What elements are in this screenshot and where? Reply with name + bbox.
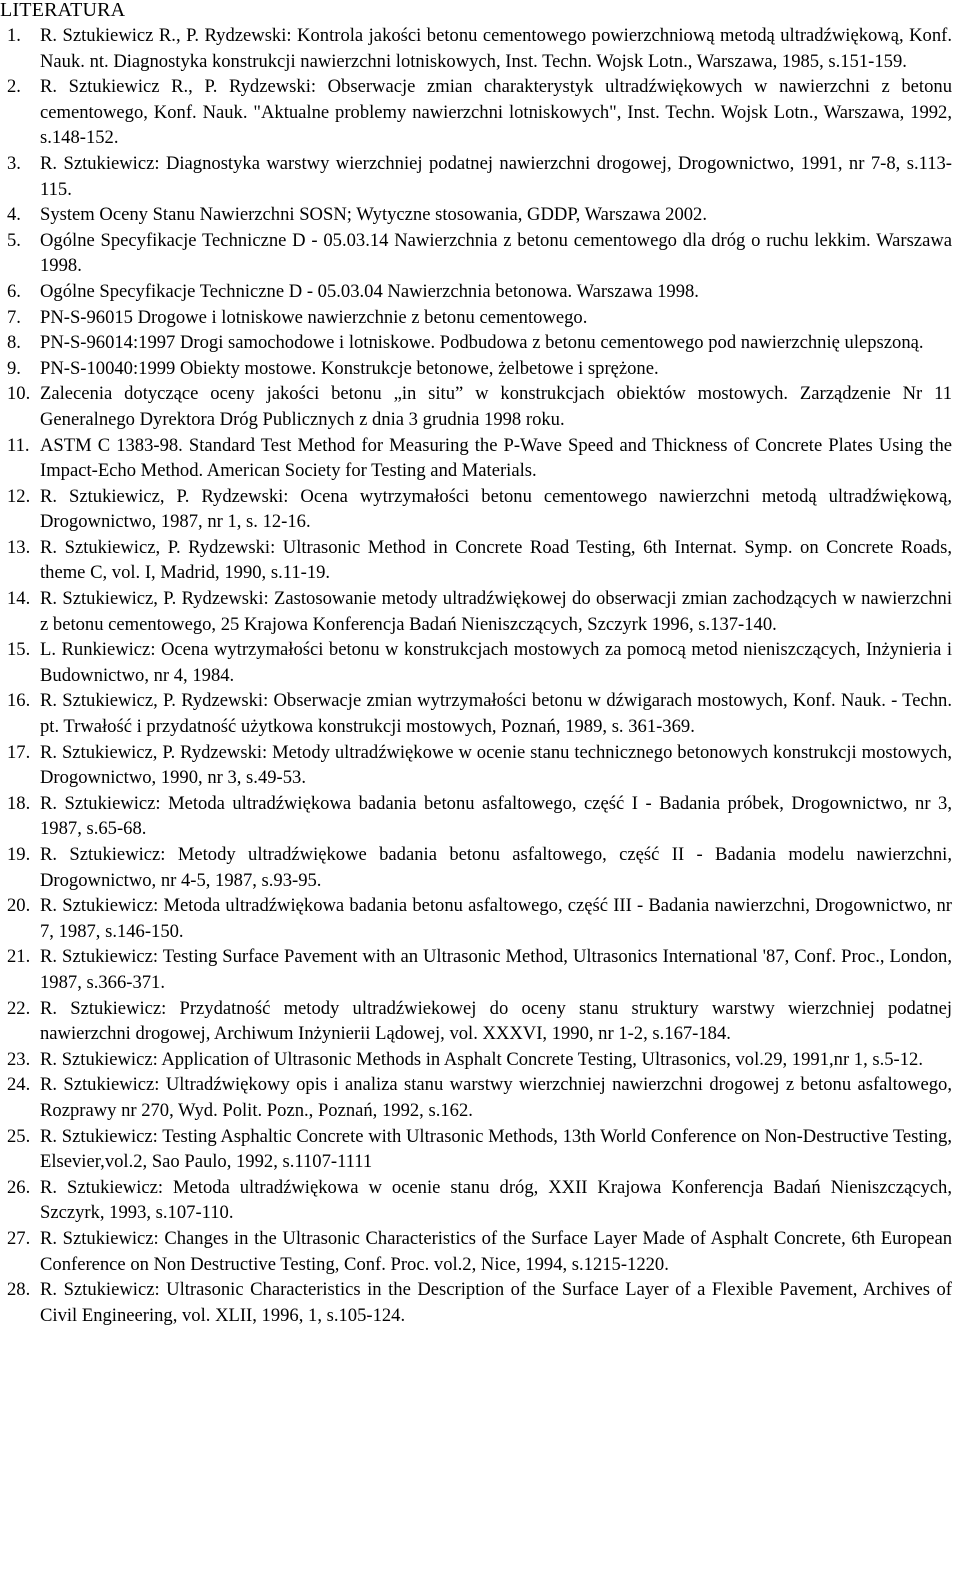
reference-item (0, 484, 952, 535)
reference-number: 5. (7, 229, 21, 251)
reference-number: 11. (7, 434, 30, 456)
reference-text: R. Sztukiewicz, P. Rydzewski: Ocena wytrzymałości betonu cementowego nawierzchni metodą ultradźwiękową, Drogownictwo, 1987, nr 1, s. 12-16. (40, 485, 952, 533)
reference-number: 19. (7, 844, 31, 865)
reference-text: R. Sztukiewicz: Metoda ultradźwiękowa w ocenie stanu dróg, XXII Krajowa Konferencja Badań Nieniszczących, Szczyrk, 1993, s.107-110. (40, 1176, 952, 1224)
reference-text: R. Sztukiewicz: Testing Surface Pavement with an Ultrasonic Method, Ultrasonics International '87, Conf. Proc., London, 1987, s.366-371. (40, 946, 952, 993)
reference-number: 24. (7, 1074, 31, 1096)
reference-item (0, 305, 952, 331)
reference-text: R. Sztukiewicz: Ultrasonic Characteristics in the Description of the Surface Layer of a Flexible Pavement, Archives of Civil Engineering, vol. XLII, 1996, 1, s.105-124. (40, 1279, 952, 1326)
section-heading: LITERATURA (0, 0, 126, 21)
reference-item (0, 381, 952, 432)
reference-item (0, 1072, 952, 1123)
reference-item (0, 151, 952, 202)
reference-number: 15. (7, 639, 31, 661)
reference-number: 14. (7, 588, 31, 610)
reference-item (0, 23, 952, 74)
reference-item (0, 1175, 952, 1226)
reference-item (0, 202, 952, 228)
reference-text: R. Sztukiewicz: Ultradźwiękowy opis i analiza stanu warstwy wierzchniej nawierzchni drogowej z betonu asfaltowego, Rozprawy nr 270, Wyd. Polit. Pozn., Poznań, 1992, s.162. (40, 1074, 952, 1121)
reference-text: System Oceny Stanu Nawierzchni SOSN; Wytyczne stosowania, GDDP, Warszawa 2002. (40, 204, 707, 226)
reference-item (0, 330, 952, 356)
reference-item (0, 433, 952, 484)
reference-number: 6. (7, 280, 21, 302)
reference-text: ASTM C 1383-98. Standard Test Method for Measuring the P-Wave Speed and Thickness of Concrete Plates Using the Impact-Echo Method. American Society for Testing and Materials. (40, 434, 952, 482)
reference-text: R. Sztukiewicz R., P. Rydzewski: Kontrola jakości betonu cementowego powierzchniową metodą ultradźwiękową, Konf. Nauk. nt. Diagnostyka konstrukcji nawierzchni lotniskowych, Inst. Techn. Wojsk Lotn., Warszawa, 1985, s.151-159. (40, 25, 952, 72)
reference-number: 1. (7, 25, 21, 46)
reference-number: 8. (7, 332, 21, 354)
reference-number: 12. (7, 485, 31, 507)
reference-number: 9. (7, 357, 21, 379)
reference-number: 28. (7, 1279, 31, 1301)
reference-item (0, 637, 952, 688)
reference-item (0, 535, 952, 586)
reference-item (0, 944, 952, 995)
reference-text: R. Sztukiewicz R., P. Rydzewski: Obserwacje zmian charakterystyk ultradźwiękowych w nawierzchni z betonu cementowego, Konf. Nauk. "Aktualne problemy nawierzchni lotniskowych", Inst. Techn. Wojsk Lotn., Warszawa, 1992, s.148-152. (40, 76, 952, 149)
reference-text: R. Sztukiewicz, P. Rydzewski: Zastosowanie metody ultradźwiękowej do obserwacji zmian zachodzących w nawierzchni z betonu cementowego, 25 Krajowa Konferencja Badań Nieniszczących, Szczyrk 1996, s.137-140. (40, 588, 952, 635)
reference-item (0, 279, 952, 305)
reference-text: Ogólne Specyfikacje Techniczne D - 05.03.04 Nawierzchnia betonowa. Warszawa 1998. (40, 280, 699, 302)
reference-text: R. Sztukiewicz: Diagnostyka warstwy wierzchniej podatnej nawierzchni drogowej, Drogownictwo, 1991, nr 7-8, s.113-115. (40, 152, 952, 200)
reference-list (0, 23, 952, 1328)
reference-item (0, 688, 952, 739)
reference-text: R. Sztukiewicz, P. Rydzewski: Obserwacje zmian wytrzymałości betonu w dźwigarach mostowych, Konf. Nauk. - Techn. pt. Trwałość i przydatność użytkowa konstrukcji mostowych, Poznań, 1989, s. 361-369. (40, 690, 952, 738)
reference-item (0, 74, 952, 151)
reference-text: R. Sztukiewicz: Metoda ultradźwiękowa badania betonu asfaltowego, część I - Badania próbek, Drogownictwo, nr 3, 1987, s.65-68. (40, 792, 952, 840)
reference-item (0, 356, 952, 382)
reference-number: 17. (7, 741, 31, 763)
reference-number: 18. (7, 792, 31, 814)
reference-text: Zalecenia dotyczące oceny jakości betonu „in situ” w konstrukcjach obiektów mostowych. Zarządzenie Nr 11 Generalnego Dyrektora Dróg Publicznych z dnia 3 grudnia 1998 roku. (40, 383, 952, 430)
reference-number: 3. (7, 152, 21, 174)
reference-number: 21. (7, 946, 31, 968)
reference-number: 10. (7, 383, 31, 405)
reference-item (0, 1277, 952, 1328)
reference-text: Ogólne Specyfikacje Techniczne D - 05.03.14 Nawierzchnia z betonu cementowego dla dróg o ruchu lekkim. Warszawa 1998. (40, 229, 952, 277)
reference-text: R. Sztukiewicz: Changes in the Ultrasonic Characteristics of the Surface Layer Made of Asphalt Concrete, 6th European Conference on Non Destructive Testing, Conf. Proc. vol.2, Nice, 1994, s.1215-1220. (40, 1227, 952, 1275)
reference-number: 25. (7, 1125, 31, 1147)
reference-item (0, 1124, 952, 1175)
reference-number: 26. (7, 1176, 31, 1198)
reference-number: 27. (7, 1227, 31, 1249)
reference-text: R. Sztukiewicz: Application of Ultrasonic Methods in Asphalt Concrete Testing, Ultrasonics, vol.29, 1991,nr 1, s.5-12. (40, 1048, 923, 1070)
reference-number: 7. (7, 306, 21, 328)
reference-text: PN-S-96015 Drogowe i lotniskowe nawierzchnie z betonu cementowego. (40, 306, 588, 328)
reference-number: 16. (7, 690, 31, 712)
reference-text: R. Sztukiewicz: Metody ultradźwiękowe badania betonu asfaltowego, część II - Badania modelu nawierzchni, Drogownictwo, nr 4-5, 1987, s.93-95. (40, 844, 952, 891)
reference-item (0, 791, 952, 842)
reference-number: 20. (7, 895, 31, 917)
reference-number: 13. (7, 536, 31, 558)
reference-text: R. Sztukiewicz: Testing Asphaltic Concrete with Ultrasonic Methods, 13th World Conference on Non-Destructive Testing, Elsevier,vol.2, Sao Paulo, 1992, s.1107-1111 (40, 1125, 952, 1173)
reference-item (0, 996, 952, 1047)
reference-text: PN-S-10040:1999 Obiekty mostowe. Konstrukcje betonowe, żelbetowe i sprężone. (40, 357, 659, 379)
reference-text: L. Runkiewicz: Ocena wytrzymałości betonu w konstrukcjach mostowych za pomocą metod nieniszczących, Inżynieria i Budownictwo, nr 4, 1984. (40, 639, 952, 686)
reference-item (0, 228, 952, 279)
reference-number: 22. (7, 997, 31, 1019)
reference-number: 4. (7, 204, 21, 226)
reference-item (0, 740, 952, 791)
reference-text: R. Sztukiewicz, P. Rydzewski: Ultrasonic Method in Concrete Road Testing, 6th Internat. Symp. on Concrete Roads, theme C, vol. I, Madrid, 1990, s.11-19. (40, 536, 952, 584)
reference-item (0, 1226, 952, 1277)
reference-text: R. Sztukiewicz: Metoda ultradźwiękowa badania betonu asfaltowego, część III - Badania nawierzchni, Drogownictwo, nr 7, 1987, s.146-150. (40, 895, 952, 942)
reference-item (0, 1047, 952, 1073)
reference-item (0, 893, 952, 944)
reference-text: R. Sztukiewicz, P. Rydzewski: Metody ultradźwiękowe w ocenie stanu technicznego betonowych konstrukcji mostowych, Drogownictwo, 1990, nr 3, s.49-53. (40, 741, 952, 789)
reference-text: R. Sztukiewicz: Przydatność metody ultradźwiekowej do oceny stanu struktury warstwy wierzchniej podatnej nawierzchni drogowej, Archiwum Inżynierii Lądowej, vol. XXXVI, 1990, nr 1-2, s.167-184. (40, 997, 952, 1045)
reference-item (0, 586, 952, 637)
reference-number: 23. (7, 1048, 31, 1070)
reference-number: 2. (7, 76, 21, 98)
reference-item (0, 842, 952, 893)
reference-text: PN-S-96014:1997 Drogi samochodowe i lotniskowe. Podbudowa z betonu cementowego pod nawierzchnię ulepszoną. (40, 332, 924, 354)
